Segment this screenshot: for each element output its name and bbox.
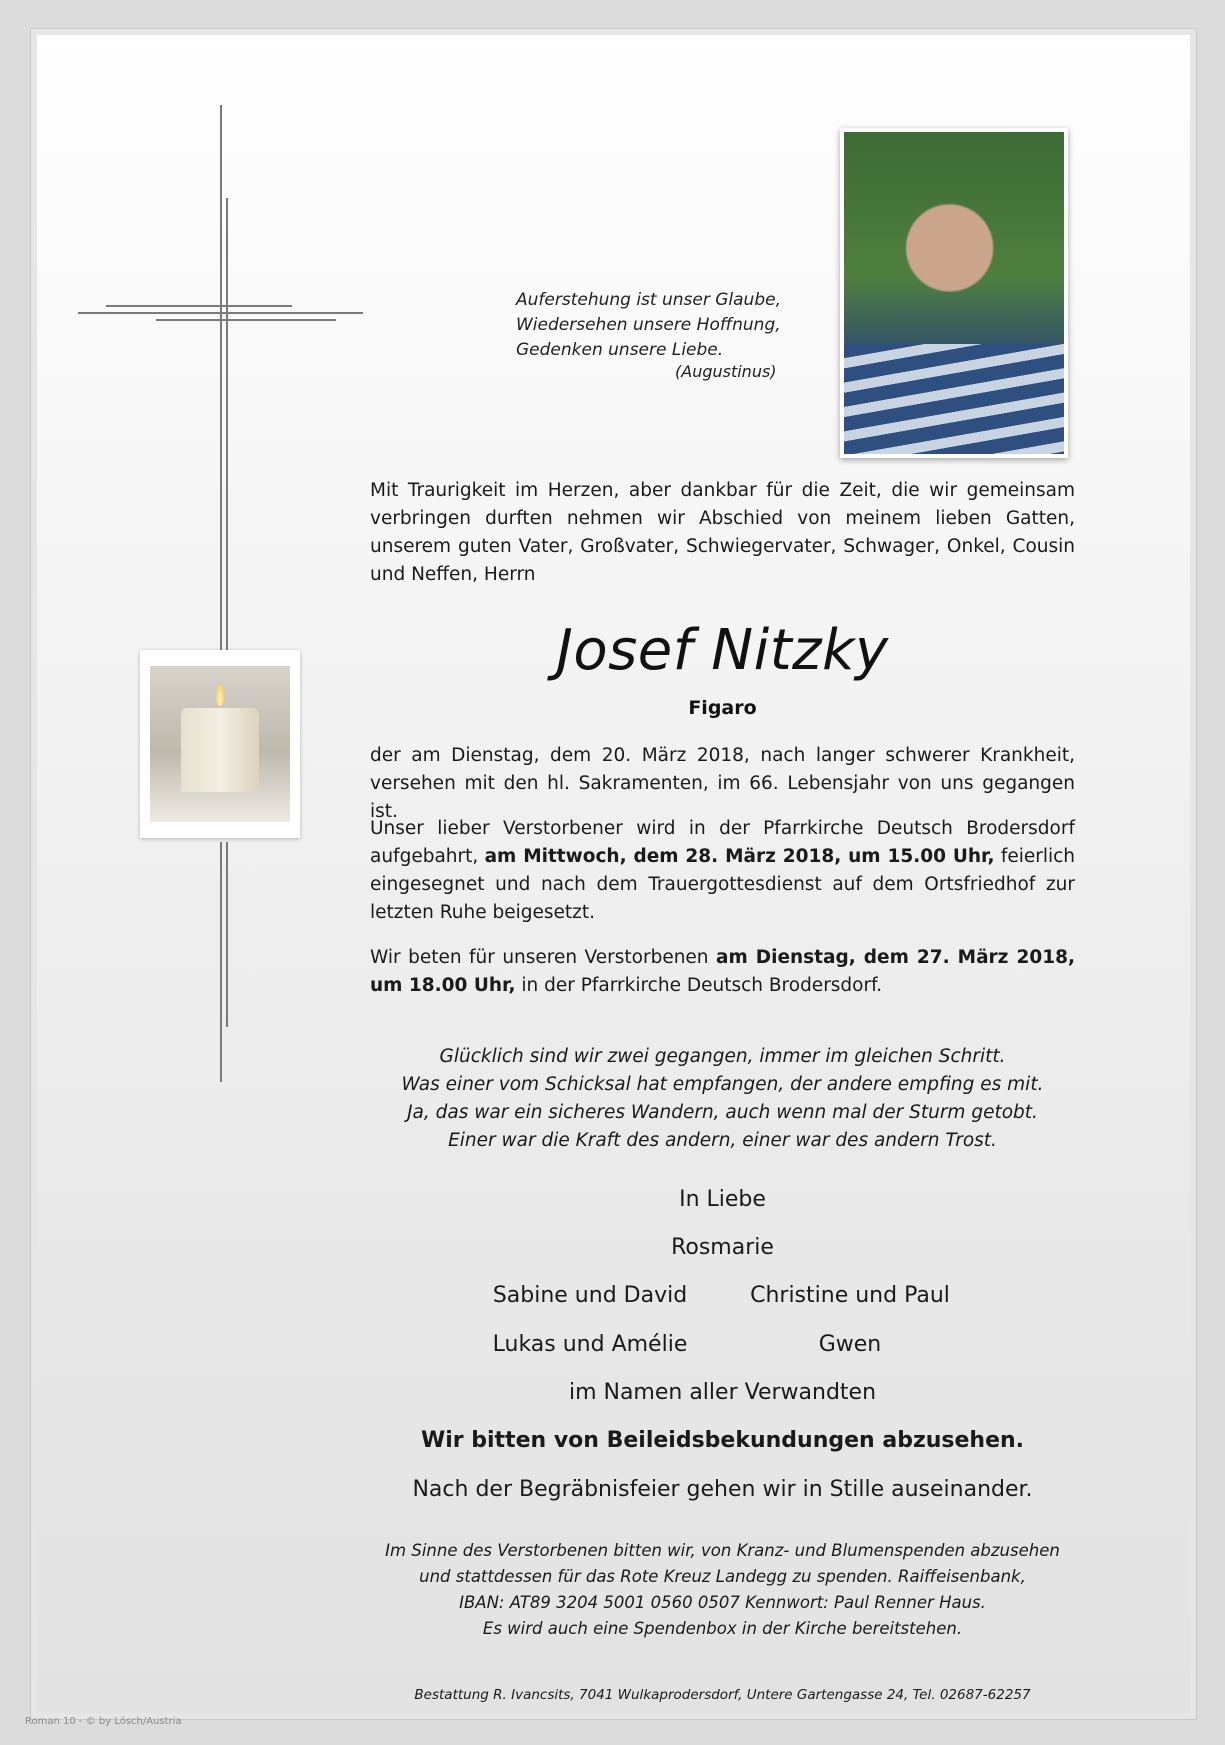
candle-image <box>140 650 300 838</box>
death-notice: der am Dienstag, dem 20. März 2018, nach langer schwerer Krankheit, versehen mit den hl. Sakramenten, im 66. Lebensjahr von uns gegangen ist. <box>370 745 1075 822</box>
mourner-name: Gwen <box>818 1332 882 1357</box>
donation-line: Im Sinne des Verstorbenen bitten wir, von Kranz- und Blumenspenden abzusehen <box>385 1541 1060 1560</box>
quote-line: Wiedersehen unsere Hoffnung, <box>516 315 781 335</box>
donation-line: IBAN: AT89 3204 5001 0560 0507 Kennwort: Paul Renner Haus. <box>459 1593 986 1612</box>
intro-text: Mit Traurigkeit im Herzen, aber dankbar für die Zeit, die wir gemeinsam verbringen durften nehmen wir Abschied von meinem lieben Gatten, unserem guten Vater, Großvater, Schwiegervater, Schwager, Onkel, Cousin und Neffen, Herrn <box>370 480 1075 585</box>
quote-line: Auferstehung ist unser Glaube, <box>516 290 781 310</box>
portrait-photo <box>840 128 1068 458</box>
funeral-pre: Unser lieber Verstorbener wird in der Pfarrkirche Deutsch Brodersdorf aufgebahrt, <box>370 818 1075 867</box>
prayer-info <box>370 944 1075 1000</box>
quote <box>516 288 781 363</box>
mourner-name: Sabine und David <box>492 1283 688 1308</box>
deceased-nickname: Figaro <box>688 697 757 719</box>
quote-line: Gedenken unsere Liebe. <box>516 340 724 360</box>
donation-line: Es wird auch eine Spendenbox in der Kirche bereitstehen. <box>482 1619 963 1638</box>
funeral-post: feierlich eingesegnet und nach dem Trauergottesdienst auf dem Ortsfriedhof zur letzten Ruhe beigesetzt. <box>370 846 1076 923</box>
mourner-spouse: Rosmarie <box>671 1235 774 1260</box>
funeral-date: am Mittwoch, dem 28. März 2018, um 15.00 Uhr, <box>484 846 995 867</box>
mourner-name: Lukas und Amélie <box>492 1332 688 1357</box>
condolence-request: Wir bitten von Beileidsbekundungen abzusehen. <box>420 1428 1025 1453</box>
poem-line: Ja, das war ein sicheres Wandern, auch wenn mal der Sturm getobt. <box>407 1102 1038 1123</box>
funeral-home-footer: Bestattung R. Ivancsits, 7041 Wulkaprodersdorf, Untere Gartengasse 24, Tel. 02687-62257 <box>414 1687 1031 1703</box>
poem-line: Einer war die Kraft des andern, einer war des andern Trost. <box>448 1130 997 1151</box>
poem-line: Glücklich sind wir zwei gegangen, immer im gleichen Schritt. <box>439 1046 1006 1067</box>
mourner-name: Christine und Paul <box>750 1283 950 1308</box>
prayer-post: in der Pfarrkirche Deutsch Brodersdorf. <box>521 975 883 996</box>
template-credit: Roman 10 - © by Lösch/Austria <box>25 1716 182 1727</box>
prayer-date: am Dienstag, dem 27. März 2018, um 18.00 Uhr, <box>370 947 1075 996</box>
mourners-relatives: im Namen aller Verwandten <box>568 1380 877 1405</box>
prayer-pre: Wir beten für unseren Verstorbenen <box>370 947 709 968</box>
quote-source: (Augustinus) <box>675 362 777 381</box>
after-funeral-note: Nach der Begräbnisfeier gehen wir in Stille auseinander. <box>412 1477 1033 1502</box>
poem <box>370 1043 1075 1155</box>
donation-note <box>370 1538 1075 1642</box>
poem-line: Was einer vom Schicksal hat empfangen, der andere empfing es mit. <box>401 1074 1044 1095</box>
deceased-name: Josef Nitzky <box>556 618 889 683</box>
funeral-info <box>370 815 1075 927</box>
mourners-opening: In Liebe <box>679 1187 766 1212</box>
donation-line: und stattdessen für das Rote Kreuz Landegg zu spenden. Raiffeisenbank, <box>419 1567 1026 1586</box>
